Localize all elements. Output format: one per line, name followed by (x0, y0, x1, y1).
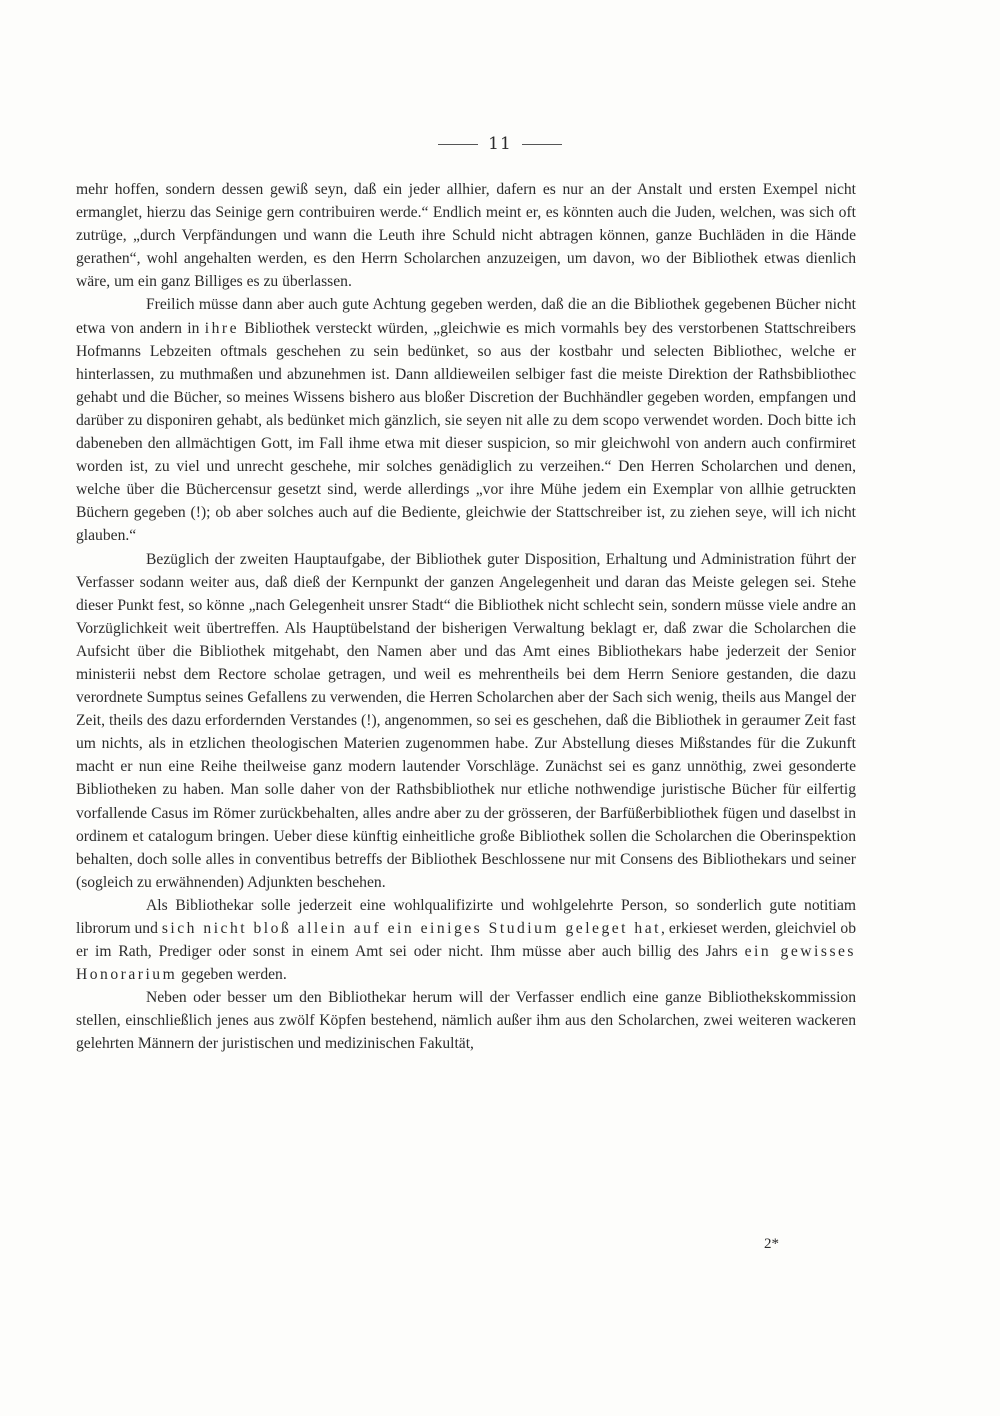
spaced-emphasis: sich nicht bloß allein auf ein einiges Studium geleget hat (161, 920, 661, 937)
body-text (76, 178, 856, 1056)
page-header (0, 134, 1000, 154)
signature-mark: 2* (764, 1236, 779, 1252)
paragraph-text: mehr hoffen, sondern dessen gewiß seyn, daß ein jeder allhier, dafern es nur an der Anstalt und ersten Exempel nicht ermanglet, hierzu das Seinige gern contribuiren werde.“ Endlich meint er, es könnten auch die Juden, welchen, was sich oft zutrüge, „durch Verpfändungen und wann die Leuth ihre Schuld nicht abtragen können, ganze Buchläden in die Hände gerathen“, wohl angehalten werden, es den Herrn Scholarchen anzuzeigen, um davon, wo der Bibliothek etwas dienlich wäre, um ein ganz Billiges es zu überlassen. (76, 181, 856, 291)
page-number: 11 (488, 134, 512, 154)
spaced-emphasis: ihre (204, 319, 240, 337)
paragraph-text: Freilich müsse dann aber auch gute Achtung gegeben werden, daß die an die Bibliothek gegebenen Bücher nicht etwa von andern in (76, 296, 856, 337)
paragraph-text: Bibliothek versteckt würden, „gleichwie es mich vormahls bey des verstorbenen Stattschreibers Hofmanns Lebzeiten oftmals geschehen zu sein bedünket, so aus der kostbahr und selecten Bibliothec, welche er hinterlassen, zu muthmaßen und abzunehmen ist. Dann alldieweilen selbiger fast die meiste Direktion der Rathsbibliothec gehabt und die Bücher, so meines Wissens bishero aus bloßer Discretion der Buchhändler gegeben worden, empfangen und darüber zu disponiren gehabt, als bedünket mich gänzlich, sie seyen nit alle zu dem scopo verwendet worden. Doch bitte ich dabeneben den allmächtigen Gott, im Fall ihme etwa mit dieser suspicion, so mir gleichwohl von andern auch confirmiret worden ist, zu viel und unrecht geschehe, mir solches genädiglich zu verzeihen.“ Den Herren Scholarchen und denen, welche über die Büchercensur gesetzt sind, werde allerdings „vor ihre Mühe jedem ein Exemplar von allhie getruckten Büchern gegeben (!); ob aber solches auch auf die Bediente, gleichwie der Stattschreiber ist, zu ziehen seye, will ich nicht glauben.“ (76, 319, 856, 545)
paragraph-text: , erkieset werden, gleichviel ob er im Rath, Prediger oder sonst in einem Amt sei oder nicht. Ihm müsse aber auch billig des Jahrs (76, 920, 856, 961)
header-dash-left (438, 144, 478, 145)
paragraph-text: Bezüglich der zweiten Hauptaufgabe, der Bibliothek guter Disposition, Erhaltung und Administration führt der Verfasser sodann weiter aus, daß dieß der Kernpunkt der ganzen Angelegenheit und daran das Meiste gelegen sei. Stehe dieser Punkt fest, so könne „nach Gelegenheit unsrer Stadt“ die Bibliothek nicht schlecht sein, sondern müsse viele andre an Vorzüglichkeit weit übertreffen. Als Hauptübelstand der bisherigen Verwaltung beklagt er, daß zwar die Scholarchen die Aufsicht über die Bibliothek mitgehabt, den Namen aber und das Amt eines Bibliothekars habe jederzeit der Senior ministerii nebst dem Rectore scholae getragen, und weil es mehrentheils bei dem Herrn Seniore gestanden, die dazu verordnete Sumptus seines Gefallens zu verwenden, die Herren Scholarchen aber der Sach sich wenig, theils aus Mangel der Zeit, theils des dazu erfordernden Verstandes (!), angenommen, so sei es geschehen, daß die Bibliothek in geraumer Zeit fast um nichts, als in etzlichen theologischen Materien zugenommen habe. Zur Abstellung dieses Mißstandes für die Zukunft macht er nun eine Reihe theilweise ganz modern lautender Vorschläge. Zunächst sei es ganz unnöthig, zwei gesonderte Bibliotheken zu haben. Man solle daher von der Rathsbibliothek nur etliche nothwendige juristische Bücher für eilfertig vorfallende Casus im Römer zurückbehalten, alles andre aber zu der grösseren, der Barfüßerbibliothek fügen und daselbst in ordinem et catalogum bringen. Ueber diese künftig einheitliche große Bibliothek sollen die Scholarchen die Oberinspektion behalten, doch solle alles in conventibus betreffs der Bibliothek Beschlossene nur mit Consens des Bibliothekars und seiner (sogleich zu erwähnenden) Adjunkten beschehen. (76, 550, 856, 891)
paragraph-4 (76, 894, 856, 986)
paragraph-5 (76, 986, 856, 1055)
paragraph-text: Neben oder besser um den Bibliothekar herum will der Verfasser endlich eine ganze Bibliothekskommission stellen, einschließlich jenes aus zwölf Köpfen bestehend, nämlich außer ihm aus den Scholarchen, zwei weiteren wackeren gelehrten Männern der juristischen und medizinischen Fakultät, (76, 989, 856, 1053)
paragraph-3 (76, 548, 856, 894)
paragraph-text: Als Bibliothekar solle jederzeit eine wohlqualifizirte und wohlgelehrte Person, so sonderlich gute notitiam librorum und (76, 896, 856, 937)
paragraph-text: gegeben werden. (177, 966, 287, 984)
paragraph-2 (76, 293, 856, 547)
spaced-emphasis: ein gewisses Honorarium (76, 943, 856, 984)
header-dash-right (522, 144, 562, 145)
paragraph-1 (76, 178, 856, 293)
